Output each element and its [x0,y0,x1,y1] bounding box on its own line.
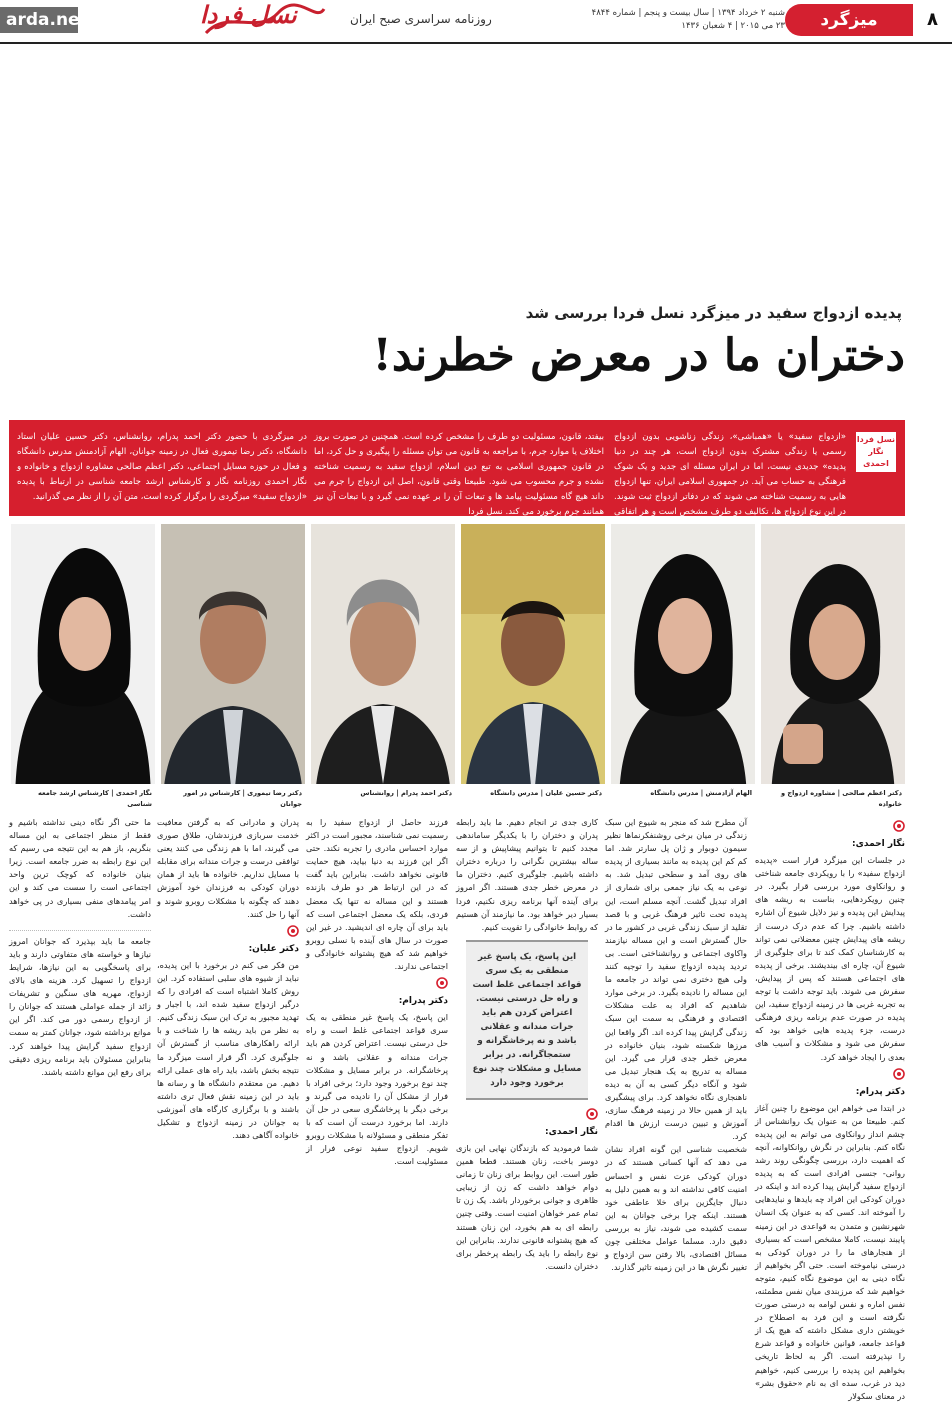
photo-reza-teymouri [161,524,305,806]
body-column-6 [9,816,151,1282]
body-column-2 [605,816,747,1282]
speaker-heading: دکتر پدرام: [398,996,448,1007]
issue-info [585,7,785,33]
body-paragraph: آن مطرح شد که منجر به شیوع این سبک زندگی در میان برخی روشنفکرنماها نظیر سیمون دوبوار و ژان پل سارتر شد. اما کم کم این پدیده به مانند بسیاری از پدیده های روی آمد و سطحی تبدیل شد. به نوعی به یک نیاز جمعی برای شماری از افراد تبدیل گشت. آنچه مسلم است، این پدیده تحت تاثیر فرهنگ غربی و با قصد تقلید از سبک زندگی غربی در کشور ما در حال گسترش است و این مساله نیازمند واکاوی اجتماعی و روانشناختی است. بی تردید پدیده ازدواج سفید را توجیه کنند ولی هیچ دختری نمی تواند در جامعه ما این مساله را نادیده بگیرد. در برخی موارد شاهدیم که افراد به علت مشکلات اقتصادی و فرهنگی به سمت این سبک زندگی گرایش پیدا کرده اند. اگر واقعا این مرزها شکسته شود، بنیان خانواده در معرض خطر جدی قرار می گیرد. این مساله به تدریج به یک هنجار تبدیل می شود و آنگاه دیگر کسی به آن به دیده ناهنجاری نگاه نخواهد کرد. برای پیشگیری باید از همین حالا در زمینه فرهنگ سازی، آموزش و تبیین درست ارزش ها اقدام کرد. [605,817,747,1142]
photo-caption: دکتر حسین علیان | مدرس دانشگاه [461,784,605,806]
body-paragraph: شما فرمودید که بازندگان نهایی این بازی دوسر باخت، زنان هستند. قطعا همین طور است. این روابط برای زنان تا زمانی دوام خواهد داشت که زن از زیبایی ظاهری و جوانی برخوردار باشد. یک زن تا تمام عمر خواهان امنیت است. وقتی چنین رابطه ای به هم بخورد، این زنان هستند که هیچ پشتوانه قانونی ندارند. بنابراین این نوع رابطه را باید یک رابطه پرخطر برای دختران دانست. [456,1142,598,1271]
body-paragraph: ما حتی اگر نگاه دینی نداشته باشیم و فقط از منظر اجتماعی به این مساله بنگریم، باز هم به این نتیجه می رسیم که این نوع رابطه به ضرر جامعه است. زیرا بنیان خانواده که کوچک ترین واحد اجتماعی است را سست می کند و این امر پیامدهای منفی بسیاری در پی خواهد داشت. [9,817,151,919]
article-body [9,816,905,1401]
body-paragraph: شخصیت شناسی این گونه افراد نشان می دهد که آنها کسانی هستند که در دوران کودکی عزت نفس و احساس امنیت کافی نداشته اند و به همین دلیل به دنبال جایگزین برای خلا عاطفی خود هستند. اینکه چرا برخی جوانان به این سمت کشیده می شوند، نیاز به بررسی دقیق دارد. مسلما عوامل مختلفی چون مسائل اقتصادی، بالا رفتن سن ازدواج و تغییر نگرش ها در این زمینه تاثیر گذارند. [605,1144,747,1273]
lead-paragraph-3: در میزگردی با حضور دکتر احمد پدرام، روانشناس، دکتر حسین علیان استاد دانشگاه، دکتر رضا تیموری فعال در زمینه جوانان، الهام آزادمنش مدرس دانشگاه و فعال در حوزه مسایل اجتماعی، دکتر اعظم صالحی مشاوره ازدواج و خانواده و نگار احمدی روزنامه نگار و کارشناس ارشد جامعه شناسی در ارتباط با پدیده «ازدواج سفید» میزگردی را برگزار کرده است، متن آن را از نظر می گذرانید. [17,432,307,502]
newspaper-tagline: روزنامه سراسری صبح ایران [350,12,492,26]
photo-ahmad-pedram [311,524,455,806]
speaker-marker-icon [436,977,448,989]
body-paragraph: من فکر می کنم در برخورد با این پدیده، نباید از شیوه های سلبی استفاده کرد. این روش کاملا اشتباه است که افرادی را که درگیر ازدواج سفید شده اند، با اجبار و تهدید مجبور به ترک این سبک زندگی کنیم. به نظر من باید ریشه ها را شناخت و با ارائه راهکارهای مناسب از گسترش آن جلوگیری کرد. اگر قرار است میزگرد ما نتیجه بخش باشد، باید راه های عملی ارائه دهیم. من معتقدم دانشگاه ها و رسانه ها باید در این زمینه نقش فعال تری داشته باشند و با برگزاری کارگاه های آموزشی به جوانان در زمینه ازدواج و تشکیل خانواده آگاهی دهند. [157,959,299,1141]
byline-author: نگار احمدی [863,447,889,468]
portrait-icon [11,524,155,806]
article-lead-box [9,420,905,516]
body-column-3 [456,816,598,1282]
byline-box [856,432,896,472]
column-divider [9,921,151,931]
speaker-heading: دکتر علیان: [248,943,299,954]
page-number: ۸ [913,4,952,36]
section-label: میزگرد [785,4,913,36]
photo-azam-salehi [761,524,905,806]
speaker-heading: نگار احمدی: [545,1126,598,1137]
speaker-marker-icon [287,925,299,937]
body-paragraph: این پاسخ، یک پاسخ غیر منطقی به یک سری قواعد اجتماعی غلط است و راه حل درستی نیست. اعتراض کردن هم باید جرات مندانه و عقلانی باشد و نه پرخاشگرانه. در برابر مسایل و مشکلات چند نوع برخورد وجود دارد؛ برخی افراد با فرار از مشکل آن را نادیده می گیرند و برخی دیگر با پرخاشگری سعی در حل آن دارند. اما برخورد درست آن است که با تفکر منطقی و مسئولانه با مشکلات روبرو شویم. ازدواج سفید نوعی فرار از مسئولیت است. [306,1012,448,1167]
article-kicker: پدیده ازدواج سفید در میزگرد نسل فردا بررسی شد [525,304,902,322]
body-paragraph: در ابتدا می خواهم این موضوع را چنین آغاز کنم. طبیعتا من به عنوان یک روانشناس از چشم انداز روانکاوی می توانم به این پدیده نگاه کنم. بنابراین در نگرش روانکاوانه، آنچه که اهمیت دارد، بررسی چگونگی روند رشد روانی- جنسی افرادی است که به پدیده ازدواج سفید گرایش پیدا کرده اند و اینکه در دوران کودکی این افراد چه بایدها و نبایدهایی را آموخته اند. کسی که به عنوان یک انسان شهرنشین و متمدن به قواعدی در این زمینه پایبند نیست، کاملا مشخص است که بسیاری از هنجارهای ما را در دوران کودکی به درستی نیاموخته است. حتی اگر بخواهیم از نگاه دینی به این موضوع نگاه کنیم، متوجه خواهیم شد که مرزبندی میان نفس مطمئنه، نفس اماره و نفس لوامه به درستی صورت نگرفته است و این فرد به اصطلاح در خویشتن داری مشکل داشته که هیچ یک از قواعد جامعه، قوانین خانواده و قواعد شرع را نپذیرفته است. اگر به لحاظ تاریخی بخواهیم این پدیده را بررسی کنیم، خواهیم دید در غرب، سده ای به نام «حقوق بشر» در معنای سکولار [755,1102,905,1401]
portrait-icon [311,524,455,806]
body-paragraph: جامعه ما باید بپذیرد که جوانان امروز نیازها و خواسته های متفاوتی دارند و باید برای پاسخگویی به این نیازها، شرایط ازدواج را تسهیل کرد. هزینه های بالای ازدواج، مهریه های سنگین و تشریفات زائد از جمله عواملی هستند که جوانان را از ازدواج رسمی دور می کند. اگر این موانع برداشته شود، جوانان کمتر به سمت ازدواج سفید گرایش پیدا خواهند کرد. بنابراین مسئولان باید برنامه ریزی دقیقی برای رفع این موانع داشته باشند. [9,935,151,1077]
issue-line-1: شنبه ۲ خرداد ۱۳۹۴ | سال بیست و پنجم | شماره ۴۸۴۴ [591,8,785,18]
body-paragraph: کاری جدی تر انجام دهیم. ما باید رابطه پدران و دختران را با یکدیگر ساماندهی مجدد کنیم تا بتوانیم پیشاپیش و از سه ساله بیشترین نگرانی را درباره دختران داشته باشیم. جلوگیری کنیم. دختران ما در معرض خطر جدی هستند. اگر امروز برای آینده آنها برنامه ریزی نکنیم، فردا بسیار دیر خواهد بود. ما نیازمند آن هستیم که روابط خانوادگی را تقویت کنیم. [456,817,598,932]
body-column-5 [157,816,299,1282]
body-column-4 [306,816,448,1282]
photo-caption: دکتر اعظم صالحی | مشاوره ازدواج و خانواده [761,784,905,806]
speaker-marker-icon [586,1108,598,1120]
page-header [0,0,952,44]
issue-line-2: ۲۳ می ۲۰۱۵ | ۴ شعبان ۱۴۳۶ [681,21,785,31]
photo-caption: دکتر احمد پدرام | روانشناس [311,784,455,806]
lead-paragraph-1: «ازدواج سفید» یا «همباشی»، زندگی زناشویی بدون ازدواج رسمی یا زندگی مشترک بدون ازدواج است، هر چند در دنیا پدیده» جدیدی نیست، اما در ایران مسئله ای جدید و یک شوک فرهنگی به حساب می آید. در جمهوری اسلامی ایران، تنها ازدواج هایی به رسمیت شناخته می شوند که در دفاتر ازدواج ثبت شوند. در این نوع ازدواج ها، تکالیف دو طرف مشخص است و هر اتفاقی [614,432,846,517]
portrait-icon [161,524,305,806]
body-paragraph: فرزند حاصل از ازدواج سفید را به رسمیت نمی شناسند، مجبور است در اکثر موارد احساس مادری را تجربه نکند. حتی اگر این فرزند به دنیا بیاید، هیچ حمایت قانونی نخواهد داشت. بنابراین باید گفت که در این ارتباط هر دو طرف بازنده هستند و این مساله نه تنها یک معضل فردی، بلکه یک معضل اجتماعی است که باید برای آن چاره ای اندیشید. در غیر این صورت در سال های آینده با نسلی روبرو خواهیم شد که هیچ پشتوانه خانوادگی و اجتماعی ندارند. [306,817,448,972]
speaker-marker-icon [893,820,905,832]
body-paragraph: پدران و مادرانی که به گرفتن معافیت خدمت سربازی فرزندشان، طلاق صوری می گیرند، اما با هم زندگی می کنند یعنی توافقی درست و جرات مندانه برای مقابله با مسایل نداریم. خانواده ها باید از همان دوران کودکی به فرزندان خود آموزش دهند که چگونه با مشکلات روبرو شوند و آنها را حل کنند. [157,817,299,919]
portrait-icon [461,524,605,806]
participant-photos [9,524,905,806]
site-url[interactable]: arda.net [0,7,78,33]
lead-paragraph-2: بیفتد، قانون، مسئولیت دو طرف را مشخص کرده است. همچنین در صورت بروز اختلاف یا موارد جرم، با مراجعه به قانون می توان مسئله را پیگیری و حل کرد، اما در قانون جمهوری اسلامی به تبع دین اسلام، ازدواج سفید به رسمیت شناخته نشده و جرم محسوب می شود. طبیعتا وقتی قانون، اصل این ازدواج را جرم می داند هیچ گاه مسئولیت پیامد ها و تبعات آن را بر عهده نمی گیرد و با تبعات آن نیز همانند جرم برخورد می کند. نسل فردا [314,432,604,517]
photo-caption: دکتر رضا تیموری | کارشناس در امور جوانان [161,784,305,806]
speaker-heading: دکتر پدرام: [855,1086,905,1097]
photo-hossein-alian [461,524,605,806]
photo-caption: نگار احمدی | کارشناس ارشد جامعه شناسی [11,784,155,806]
portrait-icon [761,524,905,806]
speaker-marker-icon [893,1068,905,1080]
newspaper-logo: نسل فردا [200,0,297,29]
article-headline: دختران ما در معرض خطرند! [372,330,905,381]
speaker-heading: نگار احمدی: [852,839,905,849]
photo-elham-azadmanesh [611,524,755,806]
byline-label: نسل فردا [856,435,896,444]
photo-negar-ahmadi [11,524,155,806]
photo-caption: الهام آزادمنش | مدرس دانشگاه [611,784,755,806]
body-column-1 [755,816,905,1401]
portrait-icon [611,524,755,806]
body-paragraph: در جلسات این میزگرد قرار است «پدیده ازدواج سفید» را با رویکردی جامعه شناختی و روانکاوی مورد بررسی قرار بگیرد. در چنین رویکردهایی، بناست به ریشه های پیدایش این پدیده و نیز دلایل شیوع آن اشاره داشته باشیم. چرا که عدم درک درست از ریشه های پیدایش چنین معضلاتی نمی تواند به کارشناسان کمک کند تا برای جلوگیری از شیوع آن، چاره ای بیندیشند. برخی از پدیده های اجتماعی هستند که پس از پیدایش، سفرش می شوند. باید توجه داشت با توجه به تجربه غربی ها در زمینه ازدواج سفید، این پدیده در صورت عدم برنامه ریزی فرهنگی درست، جزء پدیده هایی خواهد بود که سفرش می شود و مشکلات و آسیب های بعدی را ایجاد خواهد کرد. [755,855,905,1062]
pull-quote: این پاسخ، یک پاسخ غیر منطقی به یک سری قواعد اجتماعی غلط است و راه حل درستی نیست. اعتراض کردن هم باید جرات مندانه و عقلانی باشد و نه پرخاشگرانه و ستمجاگرانه. در برابر مسایل و مشکلات چند نوع برخورد وجود دارد [466,940,588,1100]
